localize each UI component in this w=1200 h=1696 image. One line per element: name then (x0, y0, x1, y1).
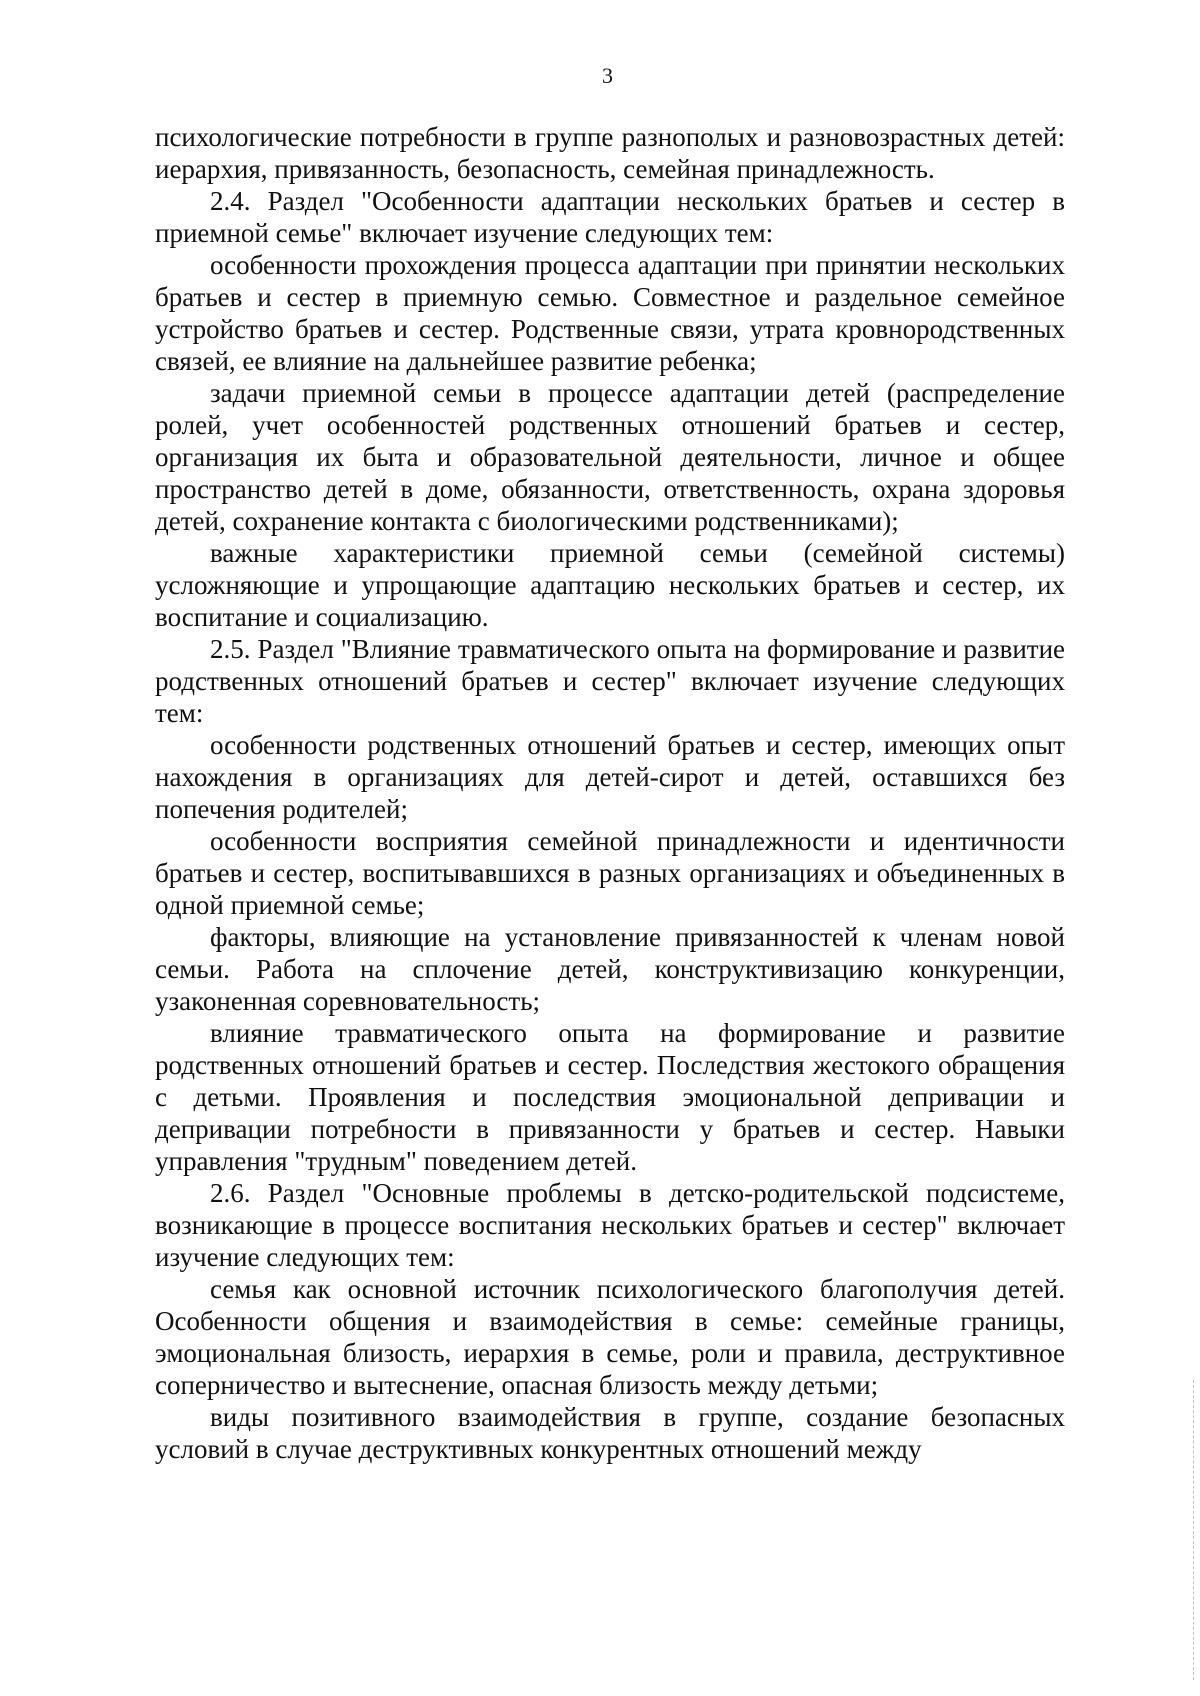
page-number: 3 (602, 63, 613, 88)
scan-edge-artifact (1193, 1380, 1196, 1680)
paragraph: задачи приемной семьи в процессе адаптации детей (распределение ролей, учет особенностей родственных отношений братьев и сестер, организация их быта и образовательной деятельности, личное и общее пространство детей в доме, обязанности, ответственность, охрана здоровья детей, сохранение контакта с биологическими родственниками); (155, 378, 1065, 536)
paragraph: особенности прохождения процесса адаптации при принятии нескольких братьев и сестер в приемную семью. Совместное и раздельное семейное устройство братьев и сестер. Родственные связи, утрата кровнородственных связей, ее влияние на дальнейшее развитие ребенка; (155, 250, 1065, 376)
paragraph: влияние травматического опыта на формирование и развитие родственных отношений братьев и сестер. Последствия жестокого обращения с детьми. Проявления и последствия эмоциональной депривации и депривации потребности в привязанности у братьев и сестер. Навыки управления "трудным" поведением детей. (155, 1018, 1065, 1176)
paragraph: особенности восприятия семейной принадлежности и идентичности братьев и сестер, воспитывавшихся в разных организациях и объединенных в одной приемной семье; (155, 826, 1065, 920)
paragraph: семья как основной источник психологического благополучия детей. Особенности общения и взаимодействия в семье: семейные границы, эмоциональная близость, иерархия в семье, роли и правила, деструктивное соперничество и вытеснение, опасная близость между детьми; (155, 1274, 1065, 1400)
paragraph-continuation: психологические потребности в группе разнополых и разновозрастных детей: иерархия, привязанность, безопасность, семейная принадлежность. (155, 122, 1065, 184)
page-body (155, 121, 1065, 1465)
paragraph-continues: виды позитивного взаимодействия в группе, создание безопасных условий в случае деструктивных конкурентных отношений между (155, 1402, 1065, 1464)
paragraph: факторы, влияющие на установление привязанностей к членам новой семьи. Работа на сплочение детей, конструктивизацию конкуренции, узаконенная соревновательность; (155, 922, 1065, 1016)
paragraph-section-2-6: 2.6. Раздел "Основные проблемы в детско-родительской подсистеме, возникающие в процессе воспитания нескольких братьев и сестер" включает изучение следующих тем: (155, 1178, 1065, 1272)
paragraph-section-2-5: 2.5. Раздел "Влияние травматического опыта на формирование и развитие родственных отношений братьев и сестер" включает изучение следующих тем: (155, 634, 1065, 728)
paragraph-section-2-4: 2.4. Раздел "Особенности адаптации нескольких братьев и сестер в приемной семье" включает изучение следующих тем: (155, 186, 1065, 248)
paragraph: особенности родственных отношений братьев и сестер, имеющих опыт нахождения в организациях для детей-сирот и детей, оставшихся без попечения родителей; (155, 730, 1065, 824)
paragraph: важные характеристики приемной семьи (семейной системы) усложняющие и упрощающие адаптацию нескольких братьев и сестер, их воспитание и социализацию. (155, 538, 1065, 632)
